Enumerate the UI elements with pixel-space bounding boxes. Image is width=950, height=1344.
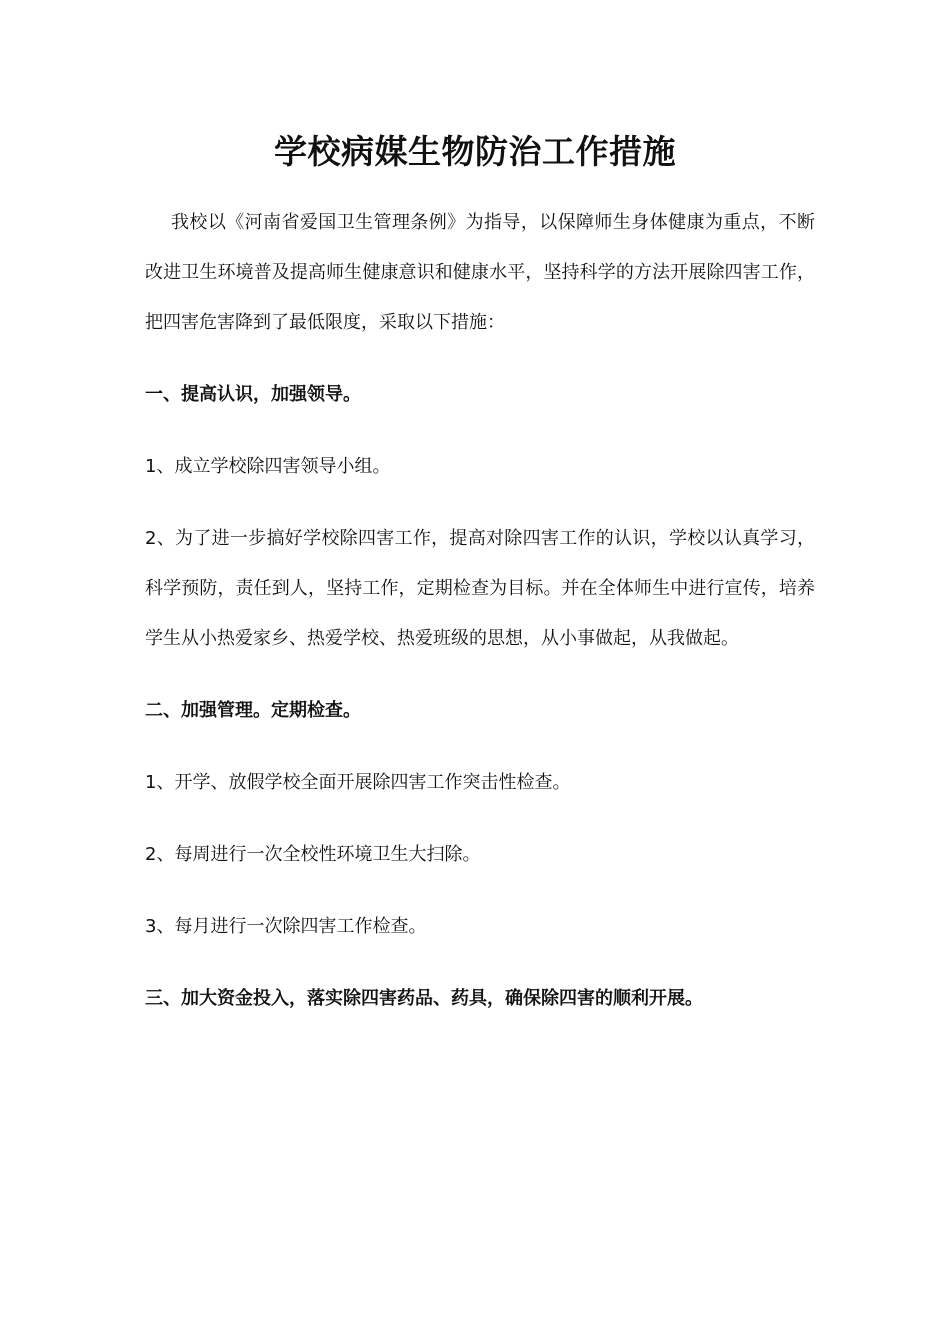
section-heading: 三、加大资金投入，落实除四害药品、药具，确保除四害的顺利开展。 [145,988,703,1009]
section-heading: 二、加强管理。定期检查。 [145,700,361,721]
section-item: 1、成立学校除四害领导小组。 [145,456,391,477]
section-heading: 一、提高认识，加强领导。 [145,384,361,405]
intro-paragraph: 我校以《河南省爱国卫生管理条例》为指导，以保障师生身体健康为重点，不断改进卫生环境普及提高师生健康意识和健康水平，坚持科学的方法开展除四害工作，把四害危害降到了最低限度，采取以下措施： [145,212,815,333]
section-2 [145,686,815,952]
section-1 [145,370,815,664]
section-item: 2、为了进一步搞好学校除四害工作，提高对除四害工作的认识，学校以认真学习，科学预防，责任到人，坚持工作，定期检查为目标。并在全体师生中进行宣传，培养学生从小热爱家乡、热爱学校、热爱班级的思想，从小事做起，从我做起。 [145,528,815,649]
section-item: 1、开学、放假学校全面开展除四害工作突击性检查。 [145,772,571,793]
section-3 [145,974,815,1024]
section-item: 2、每周进行一次全校性环境卫生大扫除。 [145,844,481,865]
document-body [145,198,815,1024]
section-item: 3、每月进行一次除四害工作检查。 [145,916,427,937]
document-title: 学校病媒生物防治工作措施 [274,132,676,171]
